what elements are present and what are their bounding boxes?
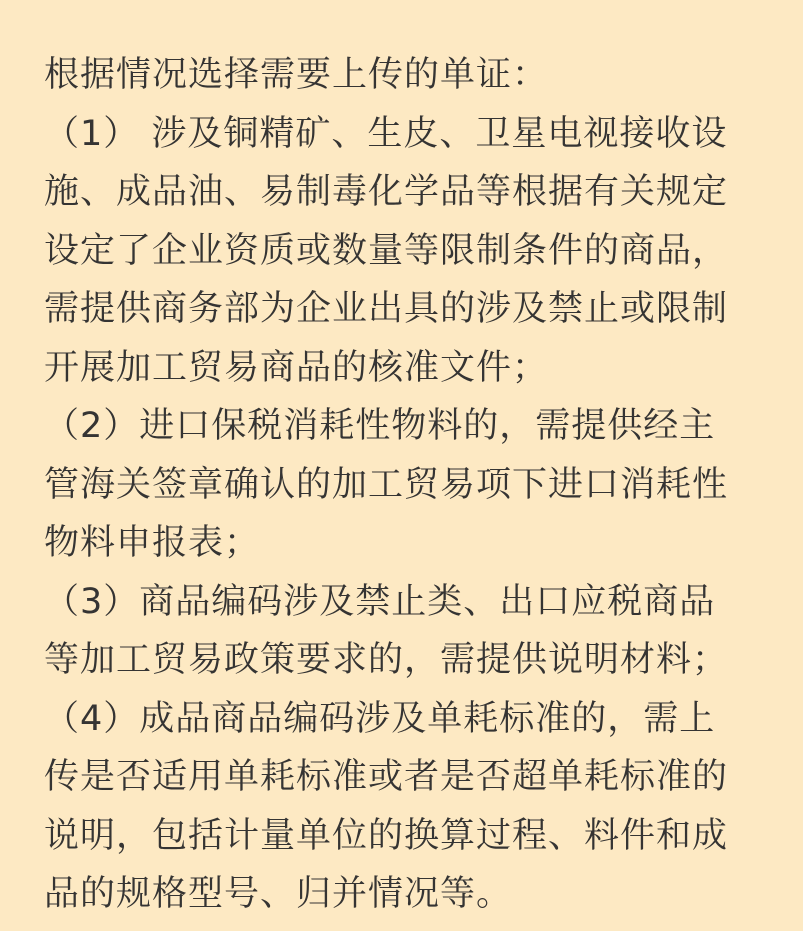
item-3-line-2: 等加工贸易政策要求的，需提供说明材料； bbox=[44, 640, 729, 680]
item-1-line-3: 设定了企业资质或数量等限制条件的商品， bbox=[44, 230, 729, 271]
item-4-line-2: 传是否适用单耗标准或者是否超单耗标准的 bbox=[44, 757, 729, 797]
item-1-line-1: （1） 涉及铜精矿、生皮、卫星电视接收设 bbox=[44, 113, 728, 154]
item-2-line-2: 管海关签章确认的加工贸易项下进口消耗性 bbox=[44, 464, 729, 505]
item-4-line-1: （4）成品商品编码涉及单耗标准的，需上 bbox=[44, 698, 716, 739]
item-1-line-5: 开展加工贸易商品的核准文件； bbox=[44, 347, 549, 388]
item-1-line-2: 施、成品油、易制毒化学品等根据有关规定 bbox=[44, 172, 729, 212]
item-4-line-4: 品的规格型号、归并情况等。 bbox=[44, 874, 513, 914]
item-4-line-3: 说明，包括计量单位的换算过程、料件和成 bbox=[44, 815, 729, 856]
intro-line: 根据情况选择需要上传的单证： bbox=[44, 55, 549, 95]
document-text-block bbox=[44, 46, 774, 924]
item-1-line-4: 需提供商务部为企业出具的涉及禁止或限制 bbox=[44, 289, 729, 329]
item-2-line-1: （2）进口保税消耗性物料的，需提供经主 bbox=[44, 406, 716, 446]
item-3-line-1: （3）商品编码涉及禁止类、出口应税商品 bbox=[44, 581, 716, 622]
item-2-line-3: 物料申报表； bbox=[44, 523, 261, 563]
